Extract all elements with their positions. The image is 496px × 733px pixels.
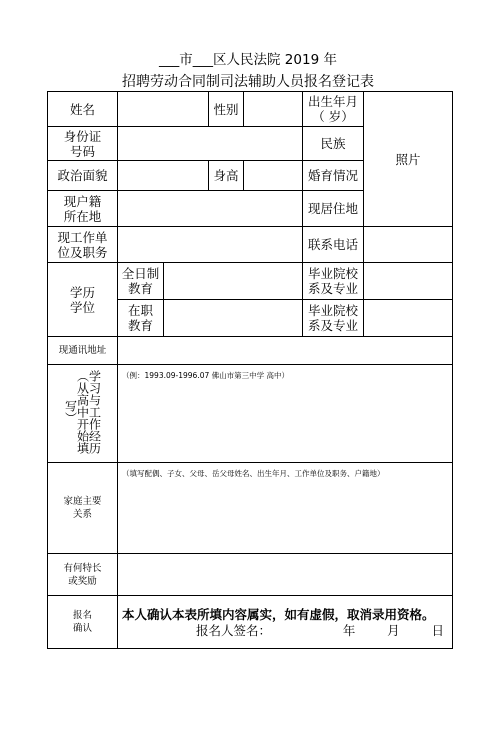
name-label: 姓名: [48, 92, 118, 127]
hukou-label-line1: 现户籍: [63, 193, 102, 209]
phone-label: 联系电话: [303, 227, 364, 263]
date-fields: [343, 623, 444, 638]
study-work-value[interactable]: （例：1993.09-1996.07 佛山市第三中学 高中）: [118, 365, 453, 463]
fulltime-school-label: [303, 263, 364, 300]
fulltime-label-line2: 教育: [127, 281, 153, 297]
political-status-label: 政治面貌: [48, 161, 118, 191]
parttime-label-line2: 教育: [127, 318, 153, 334]
parttime-edu-label: [118, 300, 164, 337]
gender-label: 性别: [209, 92, 244, 127]
photo-cell[interactable]: 照片: [364, 92, 453, 227]
residence-label: 现居住地: [303, 191, 364, 227]
form-title-line1: ___市___区人民法院 2019 年: [159, 52, 337, 68]
education-label: [48, 263, 118, 337]
address-value[interactable]: [118, 337, 453, 365]
parttime-school-label: [303, 300, 364, 337]
height-label: 身高: [209, 161, 244, 191]
registration-form-table: [47, 91, 453, 649]
fulltime-school-value[interactable]: [364, 263, 453, 300]
family-value[interactable]: （填写配偶、子女、父母、岳父母姓名、出生年月、工作单位及职务、户籍地）: [118, 463, 453, 554]
confirm-label: [48, 596, 118, 649]
id-label-line2: 号码: [69, 143, 95, 159]
name-value[interactable]: [118, 92, 209, 127]
confirm-cell[interactable]: [118, 596, 453, 649]
year-label: 年: [342, 623, 356, 639]
school2-label-line1: 毕业院校: [307, 303, 358, 319]
ethnicity-label: 民族: [303, 127, 364, 161]
edu-label-line2: 学位: [69, 299, 95, 315]
hukou-value[interactable]: [118, 191, 303, 227]
study-work-label-text: 学习与工作经历（从高中开始填写）: [63, 370, 102, 455]
birth-label-line2: （ 岁）: [312, 109, 354, 125]
work-unit-label: [48, 227, 118, 263]
work-label-line1: 现工作单: [57, 229, 108, 245]
form-title-line2: 招聘劳动合同制司法辅助人员报名登记表: [122, 74, 374, 90]
day-label: 日: [431, 623, 444, 639]
confirm-label-line1: 报名: [72, 610, 92, 622]
phone-value[interactable]: [364, 227, 453, 263]
work-unit-value[interactable]: [118, 227, 303, 263]
id-number-label: [48, 127, 118, 161]
edu-label-line1: 学历: [69, 284, 95, 300]
school-label-line1: 毕业院校: [307, 266, 358, 282]
parttime-label-line1: 在职: [127, 303, 153, 319]
family-label: [48, 463, 118, 554]
work-label-line2: 位及职务: [57, 244, 108, 260]
parttime-school-value[interactable]: [364, 300, 453, 337]
height-value[interactable]: [244, 161, 303, 191]
parttime-edu-value[interactable]: [164, 300, 303, 337]
confirm-statement: 本人确认本表所填内容属实，如有虚假，取消录用资格。: [122, 607, 435, 623]
family-label-line1: 家庭主要: [63, 496, 102, 508]
address-label: 现通讯地址: [48, 337, 118, 365]
marital-label: 婚育情况: [303, 161, 364, 191]
id-label-line1: 身份证: [63, 128, 102, 144]
birth-label: [303, 92, 364, 127]
school2-label-line2: 系及专业: [307, 318, 358, 334]
signature-label: 报名人签名：: [196, 623, 272, 639]
signature-line: [118, 623, 452, 638]
fulltime-edu-label: [118, 263, 164, 300]
gender-value[interactable]: [244, 92, 303, 127]
specialty-label-line2: 或奖励: [68, 575, 97, 587]
fulltime-edu-value[interactable]: [164, 263, 303, 300]
hukou-label: [48, 191, 118, 227]
hukou-label-line2: 所在地: [63, 208, 102, 224]
family-label-line2: 关系: [72, 509, 92, 521]
study-work-label: [48, 365, 118, 463]
specialty-label-line1: 有何特长: [63, 562, 102, 574]
id-number-value[interactable]: [118, 127, 303, 161]
confirm-label-line2: 确认: [72, 623, 92, 635]
month-label: 月: [387, 623, 400, 639]
specialty-value[interactable]: [118, 554, 453, 596]
birth-label-line1: 出生年月: [307, 94, 358, 110]
school-label-line2: 系及专业: [307, 281, 358, 297]
political-status-value[interactable]: [118, 161, 209, 191]
fulltime-label-line1: 全日制: [121, 266, 160, 282]
specialty-label: [48, 554, 118, 596]
